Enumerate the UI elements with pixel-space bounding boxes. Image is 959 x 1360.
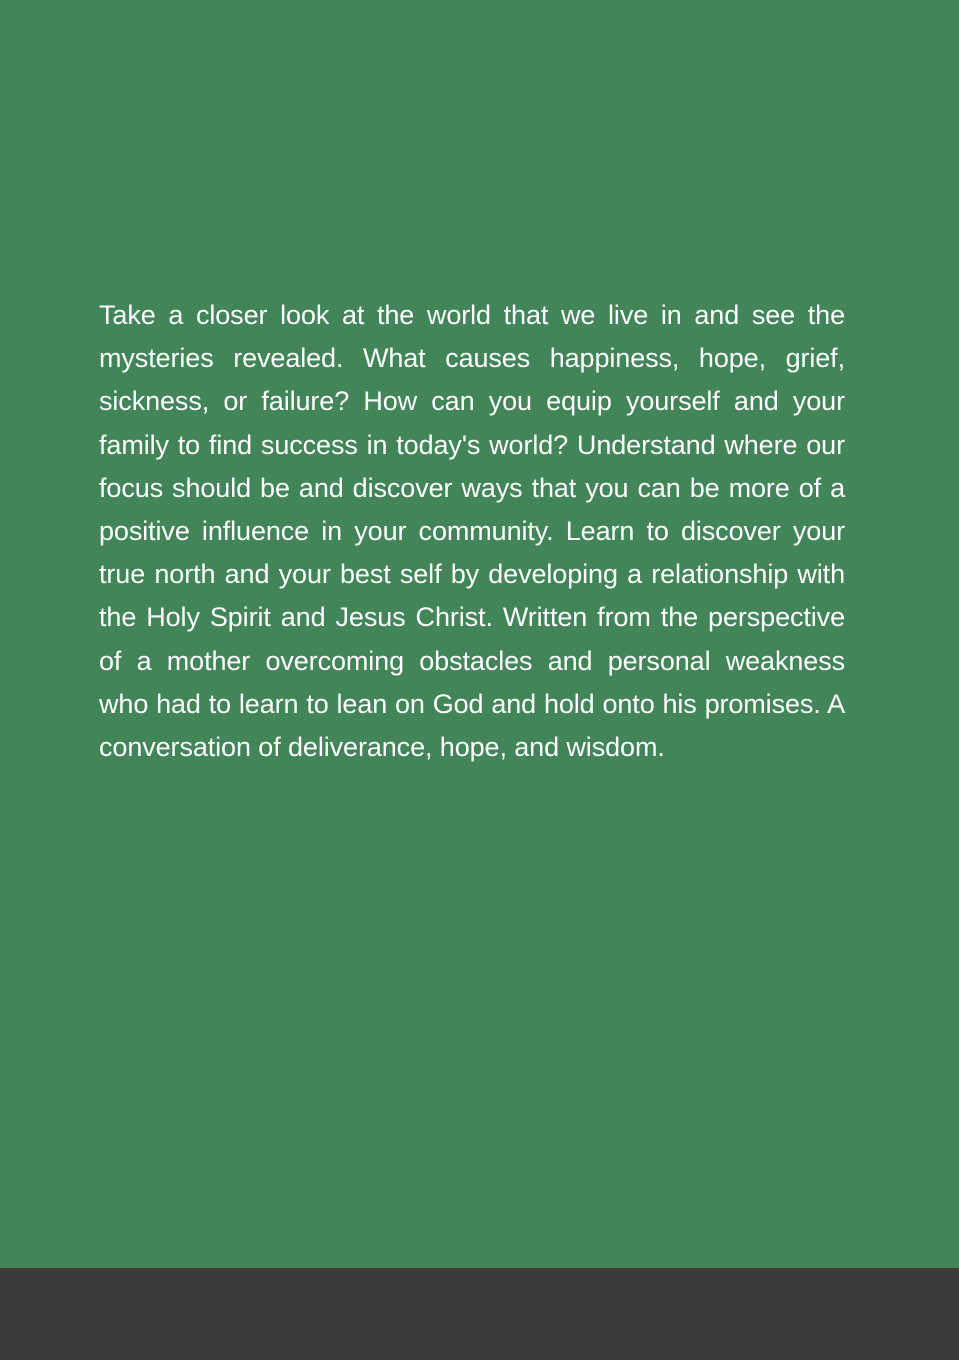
- footer-band: [0, 1268, 959, 1360]
- book-description: Take a closer look at the world that we live in and see the mysteries revealed. What causes happiness, hope, grief, sickness, or failure? How can you equip yourself and your family to find success in today's world? Understand where our focus should be and discover ways that you can be more of a positive influence in your community. Learn to discover your true north and your best self by developing a relationship with the Holy Spirit and Jesus Christ. Written from the perspective of a mother overcoming obstacles and personal weakness who had to learn to lean on God and hold onto his promises. A conversation of deliverance, hope, and wisdom.: [99, 300, 845, 763]
